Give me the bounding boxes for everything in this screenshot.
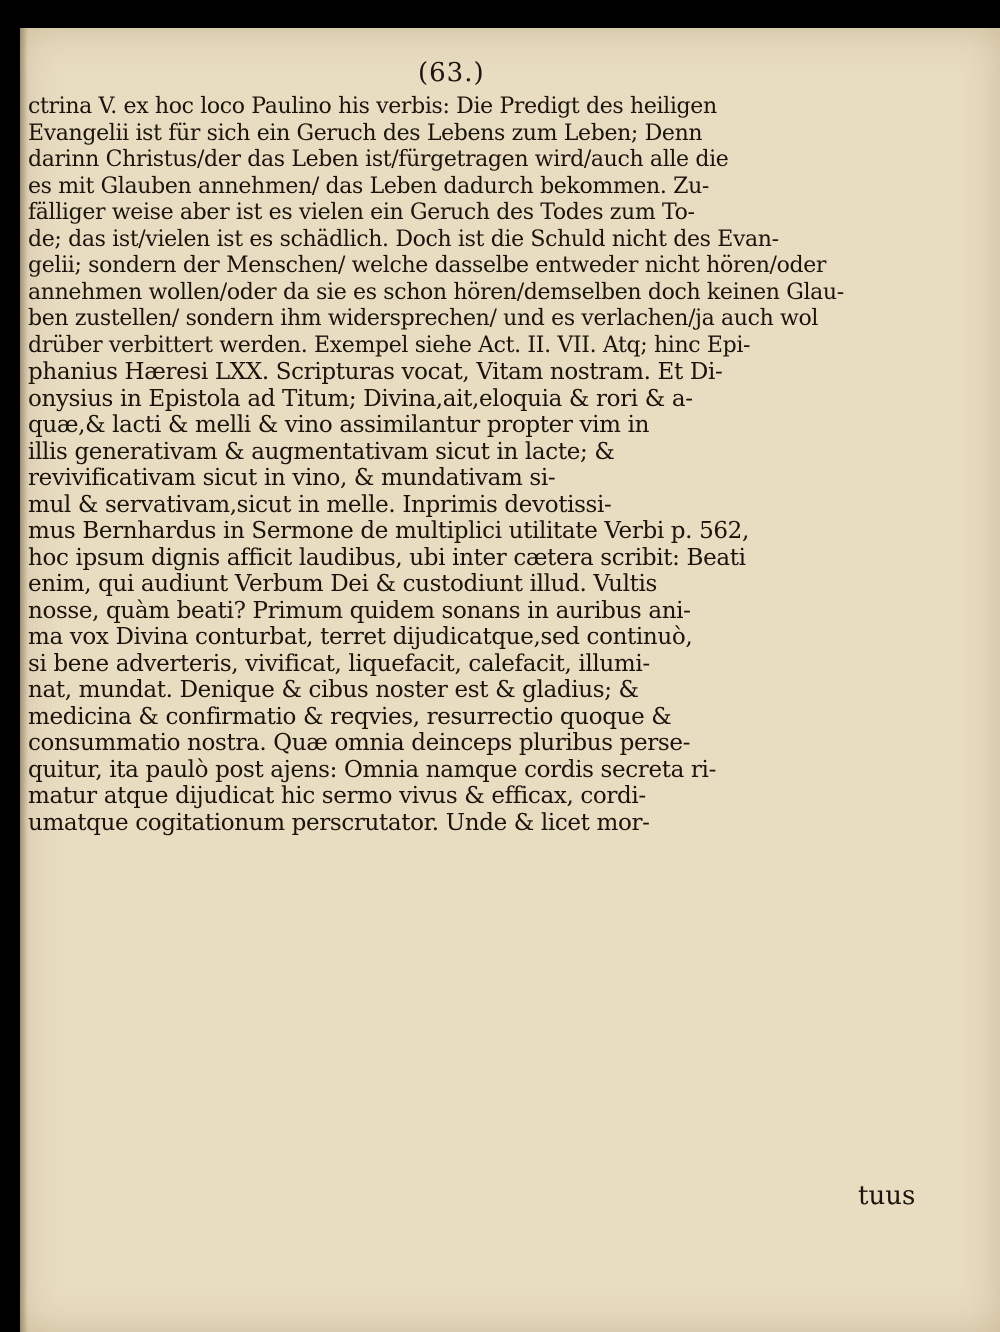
book-page	[20, 28, 1000, 1332]
text-line: illis generativam & augmentativam sicut in lacte; &	[28, 438, 615, 465]
text-line: nosse, quàm beati? Primum quidem sonans in auribus ani-	[28, 597, 691, 624]
text-line: Evangelii ist für sich ein Geruch des Lebens zum Leben; Denn	[28, 120, 703, 146]
text-line: umatque cogitationum perscrutator. Unde & licet mor-	[28, 809, 650, 836]
text-line: matur atque dijudicat hic sermo vivus & efficax, cordi-	[28, 783, 646, 809]
text-line: enim, qui audiunt Verbum Dei & custodiunt illud. Vultis	[28, 571, 657, 597]
text-line: quæ,& lacti & melli & vino assimilantur propter vim in	[28, 412, 650, 438]
text-line: fälliger weise aber ist es vielen ein Geruch des Todes zum To-	[28, 200, 695, 225]
text-line: gelii; sondern der Menschen/ welche dasselbe entweder nicht hören/oder	[28, 253, 827, 278]
text-line: onysius in Epistola ad Titum; Divina,ait,eloquia & rori & a-	[28, 385, 693, 412]
text-line: de; das ist/vielen ist es schädlich. Doch ist die Schuld nicht des Evan-	[28, 226, 779, 252]
text-line: revivificativam sicut in vino, & mundativam si-	[28, 465, 556, 491]
page-number: (63.)	[418, 58, 485, 88]
text-line: consummatio nostra. Quæ omnia deinceps pluribus perse-	[28, 730, 691, 756]
text-line: hoc ipsum dignis afficit laudibus, ubi inter cætera scribit: Beati	[28, 544, 746, 571]
text-body	[28, 94, 908, 836]
text-line: ben zustellen/ sondern ihm widersprechen/ und es verlachen/ja auch wol	[28, 306, 819, 331]
page-edge-shadow	[20, 28, 28, 1332]
text-line: drüber verbittert werden. Exempel siehe Act. II. VII. Atq; hinc Epi-	[28, 332, 751, 358]
text-line: ma vox Divina conturbat, terret dijudicatque,sed continuò,	[28, 624, 693, 650]
text-line: medicina & confirmatio & reqvies, resurrectio quoque &	[28, 703, 672, 730]
text-line: mul & servativam,sicut in melle. Inprimis devotissi-	[28, 491, 612, 518]
text-line: darinn Christus/der das Leben ist/fürgetragen wird/auch alle die	[28, 147, 729, 172]
catchword: tuus	[858, 1181, 916, 1211]
text-line: si bene adverteris, vivificat, liquefacit, calefacit, illumi-	[28, 650, 650, 677]
text-line: ctrina V. ex hoc loco Paulino his verbis: Die Predigt des heiligen	[28, 94, 717, 119]
text-line: annehmen wollen/oder da sie es schon hören/demselben doch keinen Glau-	[28, 279, 844, 305]
text-line: mus Bernhardus in Sermone de multiplici utilitate Verbi p. 562,	[28, 518, 749, 544]
text-line: es mit Glauben annehmen/ das Leben dadurch bekommen. Zu-	[28, 173, 709, 199]
text-line: phanius Hæresi LXX. Scripturas vocat, Vitam nostram. Et Di-	[28, 359, 723, 385]
text-line: nat, mundat. Denique & cibus noster est & gladius; &	[28, 677, 639, 703]
text-line: quitur, ita paulò post ajens: Omnia namque cordis secreta ri-	[28, 756, 716, 783]
